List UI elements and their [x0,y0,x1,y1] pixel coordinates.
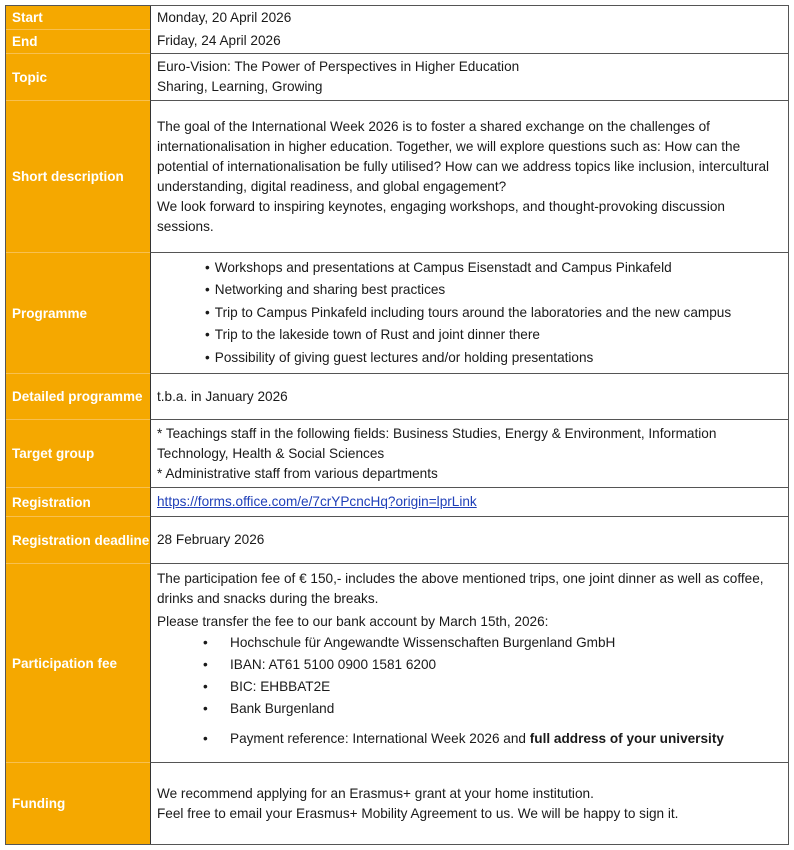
programme-item: • Trip to the lakeside town of Rust and joint dinner there [205,324,782,347]
row-participation-fee [6,563,788,762]
topic-subtitle: Sharing, Learning, Growing [157,79,323,94]
topic-title: Euro-Vision: The Power of Perspectives in Higher Education [157,59,520,74]
value-registration [150,487,788,516]
value-topic [150,53,788,100]
event-info-table [5,5,789,845]
fee-intro: The participation fee of € 150,- includes the above mentioned trips, one joint dinner as well as coffee, drinks and snacks during the breaks. [157,571,764,606]
funding-line: We recommend applying for an Erasmus+ grant at your home institution. [157,785,594,801]
bank-detail-item: • IBAN: AT61 5100 0900 1581 6200 [203,654,782,676]
registration-link[interactable]: https://forms.office.com/e/7crYPcncHq?origin=lprLink [157,494,477,509]
programme-item: • Workshops and presentations at Campus Eisenstadt and Campus Pinkafeld [205,257,782,280]
value-registration-deadline: 28 February 2026 [150,516,788,563]
programme-item: • Trip to Campus Pinkafeld including tours around the laboratories and the new campus [205,302,782,325]
value-end: Friday, 24 April 2026 [150,29,788,53]
row-short-description [6,100,788,252]
funding-line: Feel free to email your Erasmus+ Mobility Agreement to us. We will be happy to sign it. [157,805,679,821]
value-short-description [150,100,788,252]
row-programme [6,252,788,373]
programme-item: • Possibility of giving guest lectures and/or holding presentations [205,347,782,370]
description-paragraph: We look forward to inspiring keynotes, engaging workshops, and thought-provoking discussion sessions. [157,198,725,234]
label-registration-deadline: Registration deadline [6,516,150,563]
row-detailed-programme [6,373,788,419]
label-start: Start [6,6,150,29]
row-end [6,29,788,53]
label-registration: Registration [6,487,150,516]
label-topic: Topic [6,53,150,100]
bank-detail-item: • Bank Burgenland [203,698,782,720]
fee-transfer-instruction: Please transfer the fee to our bank account by March 15th, 2026: [157,614,549,629]
bank-detail-item: • Hochschule für Angewandte Wissenschaften Burgenland GmbH [203,632,782,654]
bank-detail-item: • BIC: EHBBAT2E [203,676,782,698]
value-target-group [150,419,788,487]
row-funding [6,762,788,844]
label-programme: Programme [6,252,150,373]
programme-list [157,257,782,370]
row-registration-deadline [6,516,788,563]
target-group-line: * Administrative staff from various departments [157,465,438,481]
payment-reference-item [203,728,782,750]
payment-reference-bold: full address of your university [529,731,724,746]
payment-reference-text: Payment reference: International Week 2026 and [230,731,530,746]
label-detailed-programme: Detailed programme [6,373,150,419]
value-programme [150,252,788,373]
programme-item: • Networking and sharing best practices [205,279,782,302]
value-funding [150,762,788,844]
label-target-group: Target group [6,419,150,487]
bank-details-list [157,632,782,750]
label-participation-fee: Participation fee [6,563,150,762]
row-registration [6,487,788,516]
label-short-description: Short description [6,100,150,252]
target-group-line: * Teachings staff in the following fields: Business Studies, Energy & Environment, Information Technology, Health & Social Sciences [157,425,717,461]
label-funding: Funding [6,762,150,844]
value-detailed-programme: t.b.a. in January 2026 [150,373,788,419]
description-paragraph: The goal of the International Week 2026 is to foster a shared exchange on the challenges of internationalisation in higher education. Together, we will explore questions such as: How can the potential of internationalisation be fully utilised? How can we address topics like inclusion, intercultural understanding, digital readiness, and global engagement? [157,118,770,194]
row-target-group [6,419,788,487]
row-topic [6,53,788,100]
value-start: Monday, 20 April 2026 [150,6,788,29]
row-start [6,6,788,29]
label-end: End [6,29,150,53]
value-participation-fee [150,563,788,762]
